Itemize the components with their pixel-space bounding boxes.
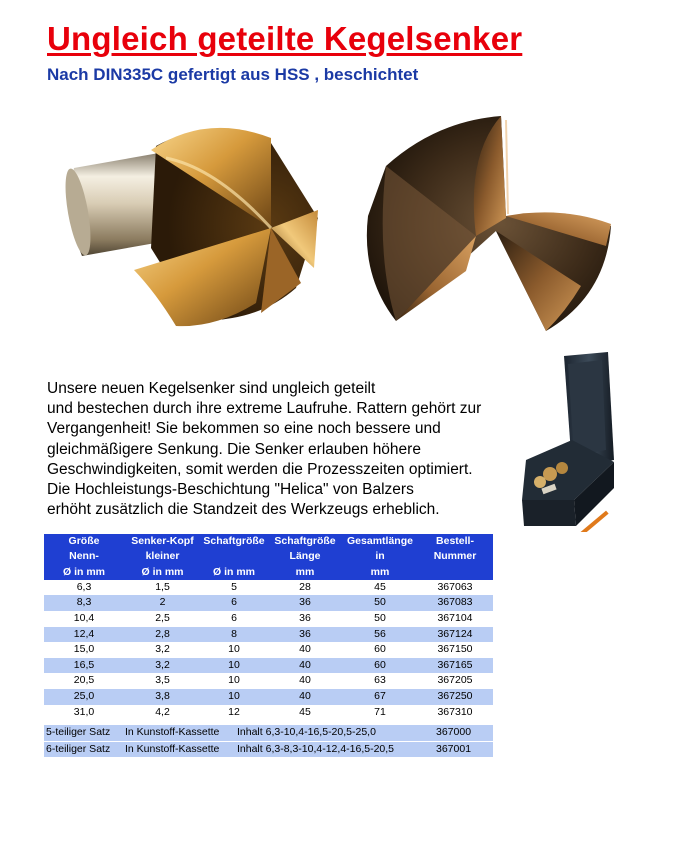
table-header-row xyxy=(44,534,493,580)
description-line: gleichmäßigere Senkung. Die Senker erlauben höhere xyxy=(47,440,421,458)
cell-shank-size: 10 xyxy=(201,673,267,689)
header-shank-length: Schaftgröße Länge mm xyxy=(267,534,343,580)
set-row xyxy=(44,742,493,758)
cell-head-diameter: 2 xyxy=(124,595,201,611)
cell-total-length: 71 xyxy=(343,705,417,721)
cell-shank-size: 10 xyxy=(201,642,267,658)
cell-order-number: 367310 xyxy=(417,705,493,721)
header-order-number: Bestell- Nummer xyxy=(417,534,493,580)
cell-order-number: 367205 xyxy=(417,673,493,689)
cell-size: 10,4 xyxy=(44,611,124,627)
cell-shank-size: 12 xyxy=(201,705,267,721)
cell-shank-length: 28 xyxy=(267,580,343,596)
table-row xyxy=(44,689,493,705)
cell-total-length: 60 xyxy=(343,658,417,674)
set-list xyxy=(44,725,493,757)
cell-head-diameter: 3,8 xyxy=(124,689,201,705)
cell-size: 8,3 xyxy=(44,595,124,611)
description-line: Vergangenheit! Sie bekommen so eine noch bessere und xyxy=(47,420,441,438)
set-content: Inhalt 6,3-10,4-16,5-20,5-25,0 xyxy=(237,726,376,738)
cell-size: 6,3 xyxy=(44,580,124,596)
cell-shank-length: 40 xyxy=(267,642,343,658)
cell-head-diameter: 3,2 xyxy=(124,642,201,658)
cell-head-diameter: 1,5 xyxy=(124,580,201,596)
cell-size: 12,4 xyxy=(44,627,124,643)
set-case: In Kunstoff-Kassette xyxy=(125,726,220,738)
table-row xyxy=(44,658,493,674)
cell-total-length: 50 xyxy=(343,611,417,627)
cell-head-diameter: 4,2 xyxy=(124,705,201,721)
countersink-front-photo xyxy=(356,96,618,346)
countersink-side-photo xyxy=(56,98,326,333)
product-description xyxy=(47,379,517,520)
cell-order-number: 367150 xyxy=(417,642,493,658)
cell-total-length: 50 xyxy=(343,595,417,611)
table-row xyxy=(44,673,493,689)
cell-shank-length: 40 xyxy=(267,658,343,674)
description-line: Geschwindigkeiten, somit werden die Prozesszeiten optimiert. xyxy=(47,460,473,478)
set-number: 367000 xyxy=(436,726,472,738)
set-number: 367001 xyxy=(436,742,472,755)
description-line: erhöht zusätzlich die Standzeit des Werkzeugs erheblich. xyxy=(47,501,440,519)
cell-total-length: 60 xyxy=(343,642,417,658)
cell-shank-length: 40 xyxy=(267,673,343,689)
set-name: 5-teiliger Satz xyxy=(46,726,111,738)
cell-shank-size: 6 xyxy=(201,611,267,627)
cell-shank-size: 10 xyxy=(201,689,267,705)
page-title: Ungleich geteilte Kegelsenker xyxy=(47,20,523,57)
header-head-diameter: Senker-Kopf kleiner Ø in mm xyxy=(124,534,201,580)
cell-head-diameter: 2,8 xyxy=(124,627,201,643)
header-size: Größe Nenn- Ø in mm xyxy=(44,534,124,580)
set-name: 6-teiliger Satz xyxy=(46,742,111,755)
cell-shank-length: 40 xyxy=(267,689,343,705)
cell-shank-length: 45 xyxy=(267,705,343,721)
cell-shank-size: 5 xyxy=(201,580,267,596)
cell-total-length: 45 xyxy=(343,580,417,596)
cell-head-diameter: 3,5 xyxy=(124,673,201,689)
cell-order-number: 367083 xyxy=(417,595,493,611)
table-row xyxy=(44,611,493,627)
table-row xyxy=(44,595,493,611)
table-row xyxy=(44,705,493,721)
cell-head-diameter: 3,2 xyxy=(124,658,201,674)
cell-size: 25,0 xyxy=(44,689,124,705)
storage-case-photo xyxy=(516,350,620,532)
description-line: Unsere neuen Kegelsenker sind ungleich geteilt xyxy=(47,380,376,397)
header-total-length: Gesamtlänge in mm xyxy=(343,534,417,580)
cell-order-number: 367104 xyxy=(417,611,493,627)
cell-shank-size: 8 xyxy=(201,627,267,643)
cell-order-number: 367165 xyxy=(417,658,493,674)
cell-order-number: 367250 xyxy=(417,689,493,705)
cell-shank-length: 36 xyxy=(267,611,343,627)
page-subtitle: Nach DIN335C gefertigt aus HSS , beschichtet xyxy=(47,65,419,84)
cell-shank-length: 36 xyxy=(267,627,343,643)
table-row xyxy=(44,580,493,596)
table-row xyxy=(44,642,493,658)
cell-total-length: 67 xyxy=(343,689,417,705)
cell-shank-size: 10 xyxy=(201,658,267,674)
specification-table xyxy=(44,534,493,720)
cell-size: 16,5 xyxy=(44,658,124,674)
set-row xyxy=(44,725,493,741)
set-content: Inhalt 6,3-8,3-10,4-12,4-16,5-20,5 xyxy=(237,742,395,755)
cell-order-number: 367063 xyxy=(417,580,493,596)
cell-total-length: 63 xyxy=(343,673,417,689)
cell-order-number: 367124 xyxy=(417,627,493,643)
cell-size: 20,5 xyxy=(44,673,124,689)
table-row xyxy=(44,627,493,643)
cell-size: 31,0 xyxy=(44,705,124,721)
cell-head-diameter: 2,5 xyxy=(124,611,201,627)
cell-shank-length: 36 xyxy=(267,595,343,611)
header-shank-size: Schaftgröße Ø in mm xyxy=(201,534,267,580)
description-line: und bestechen durch ihre extreme Laufruhe. Rattern gehört zur xyxy=(47,400,482,418)
description-line: Die Hochleistungs-Beschichtung "Helica" von Balzers xyxy=(47,481,414,499)
cell-shank-size: 6 xyxy=(201,595,267,611)
set-case: In Kunstoff-Kassette xyxy=(125,742,220,755)
cell-total-length: 56 xyxy=(343,627,417,643)
cell-size: 15,0 xyxy=(44,642,124,658)
